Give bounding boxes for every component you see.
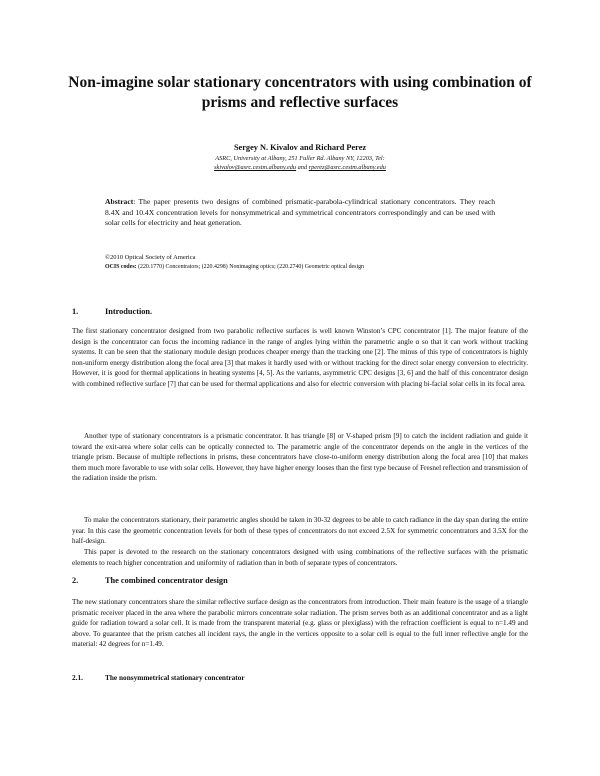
section-number: 2. (72, 576, 79, 585)
abstract (105, 197, 495, 229)
email-conjunction: and (297, 164, 308, 171)
ocis-text: (220.1770) Concentrators; (220.4298) Nonimaging optics; (220.2740) Geometric optical design (136, 264, 364, 270)
paragraph: The first stationary concentrator designed from two parabolic reflective surfaces is well known Winston’s CPC concentrator [1]. The major feature of the design is the concentrator can focus the incoming radiance in the range of angles lying within the parametric angle α so that it can work without tracking systems. It can be seen that the stationary module design produces cheaper energy than the tracking one [2]. The minus of this type of concentrators is highly non-uniform energy distribution along the focal area [3] that makes it hardly used with or without tracking for the direct solar energy conversion to electricity. However, it is good for thermal applications in heating systems [4, 5]. As the variants, asymmetric CPC designs [3, 6] and the half of this concentrator design with combined reflective surface [7] that can be used for thermal applications and also for electric conversion with placing bi-facial solar cells in its focal area. (72, 327, 528, 388)
ocis-codes (105, 263, 364, 272)
ocis-label: OCIS codes: (105, 264, 137, 270)
section-heading-combined-design (72, 575, 228, 586)
section-number: 1. (72, 307, 79, 316)
section-title: The combined concentrator design (105, 576, 228, 585)
paragraph: This paper is devoted to the research on the stationary concentrators designed with using combinations of the reflective surfaces with the prismatic elements to reach higher concentration and uniformity of radiation than in both of separate types of concentrators. (72, 548, 528, 567)
subsection-title: The nonsymmetrical stationary concentrator (105, 673, 245, 682)
email-link-kivalov[interactable]: skivalov@asrc.cestm.albany.edu (214, 164, 297, 171)
subsection-heading-nonsymmetrical (72, 673, 245, 683)
authors: Sergey N. Kivalov and Richard Perez (233, 143, 367, 152)
paper-title: Non-imagine solar stationary concentrators with using combination of prisms and reflective surfaces (68, 74, 532, 111)
section-title: Introduction. (105, 307, 153, 316)
abstract-text: : The paper presents two designs of combined prismatic-parabola-cylindrical stationary concentrators. They reach 8.4X and 10.4X concentration levels for nonsymmetrical and symmetrical concentrators correspondingly and can be used with solar cells for electricity and heat generation. (105, 197, 495, 228)
email-link-perez[interactable]: rperez@asrc.cestm.albany.edu (308, 164, 386, 171)
author-emails (100, 163, 500, 172)
paragraph: To make the concentrators stationary, their parametric angles should be taken in 30-32 degrees to be able to catch radiance in the day span during the entire year. In this case the geometric concentration levels for both of these types of concentrators do not exceed 2.5X for symmetric concentrators and 3.5X for the half-design. (72, 516, 528, 546)
subsection-number: 2.1. (72, 673, 83, 682)
affiliation: ASRC, University at Albany, 251 Fuller Rd. Albany NY, 12203, Tel: (215, 155, 385, 162)
paragraph: Another type of stationary concentrators is a prismatic concentrator. It has triangle [8] or V-shaped prism [9] to catch the incident radiation and guide it toward the exit-area where solar cells can be optically connected to. The parametric angle of the concentrator depends on the angle in the vertices of the triangle prism. Because of multiple reflections in prisms, these concentrators have close-to-uniform energy distribution along the focal area [10] that makes them much more favorable to use with solar cells. However, they have higher energy looses than the first type because of Fresnel reflection and transmission of the radiation inside the prism. (72, 432, 528, 483)
copyright-notice: ©2010 Optical Society of America (105, 254, 196, 261)
abstract-label: Abstract (105, 197, 134, 206)
affiliation-block (100, 154, 500, 172)
paragraph: The new stationary concentrators share the similar reflective surface design as the concentrators from introduction. Their main feature is the usage of a triangle prismatic receiver placed in the area where the parabolic mirrors concentrate solar radiation. The prism serves both as an additional concentrator and as a light guide for radiation toward a solar cell. It is made from the transparent material (e.g. glass or plexiglass) with the refraction coefficient is equal to n=1.49 and above. To guarantee that the prism catches all incident rays, the angle in the vertices opposite to a solar cell is equal to the full inner reflective angle for the material: 42 degrees for n=1.49. (72, 598, 528, 649)
section-heading-introduction (72, 306, 152, 317)
